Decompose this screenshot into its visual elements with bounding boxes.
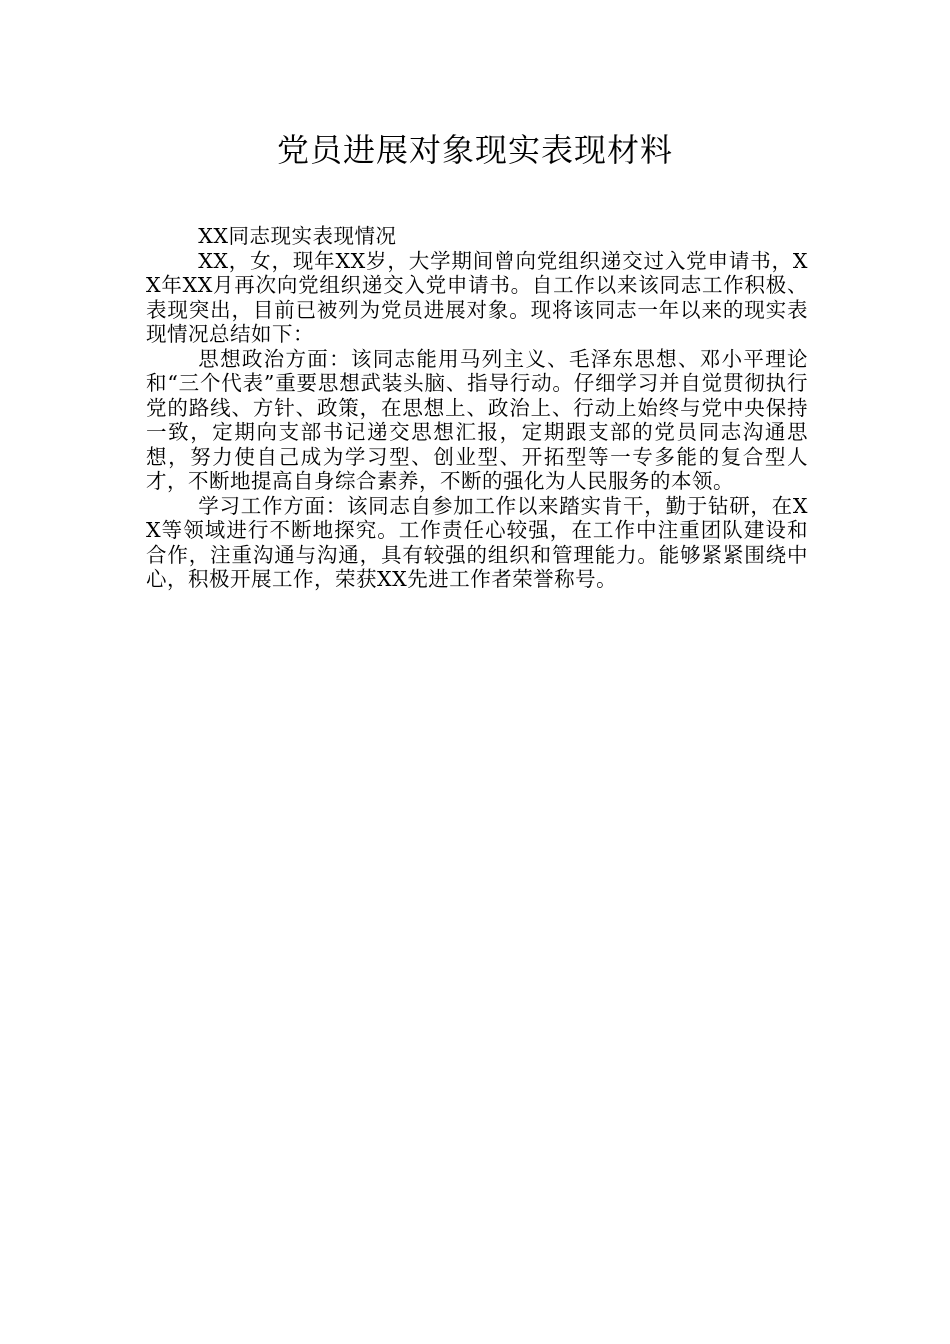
paragraph-intro: XX，女，现年XX岁，大学期间曾向党组织递交过入党申请书，XX年XX月再次向党组织递交入党申请书。自工作以来该同志工作积极、表现突出，目前已被列为党员进展对象。现将该同志一年以来的现实表现情况总结如下： <box>146 248 808 346</box>
document-body <box>146 224 808 592</box>
paragraph-study-work: 学习工作方面：该同志自参加工作以来踏实肯干，勤于钻研，在XX等领域进行不断地探究。工作责任心较强，在工作中注重团队建设和合作，注重沟通与沟通，具有较强的组织和管理能力。能够紧紧围绕中心，积极开展工作，荣获XX先进工作者荣誉称号。 <box>146 493 808 591</box>
paragraph-political: 思想政治方面：该同志能用马列主义、毛泽东思想、邓小平理论和“三个代表”重要思想武装头脑、指导行动。仔细学习并自觉贯彻执行党的路线、方针、政策，在思想上、政治上、行动上始终与党中央保持一致，定期向支部书记递交思想汇报，定期跟支部的党员同志沟通思想，努力使自己成为学习型、创业型、开拓型等一专多能的复合型人才，不断地提高自身综合素养，不断的强化为人民服务的本领。 <box>146 346 808 493</box>
document-title: 党员进展对象现实表现材料 <box>276 131 673 169</box>
document-subtitle: XX同志现实表现情况 <box>198 224 397 248</box>
